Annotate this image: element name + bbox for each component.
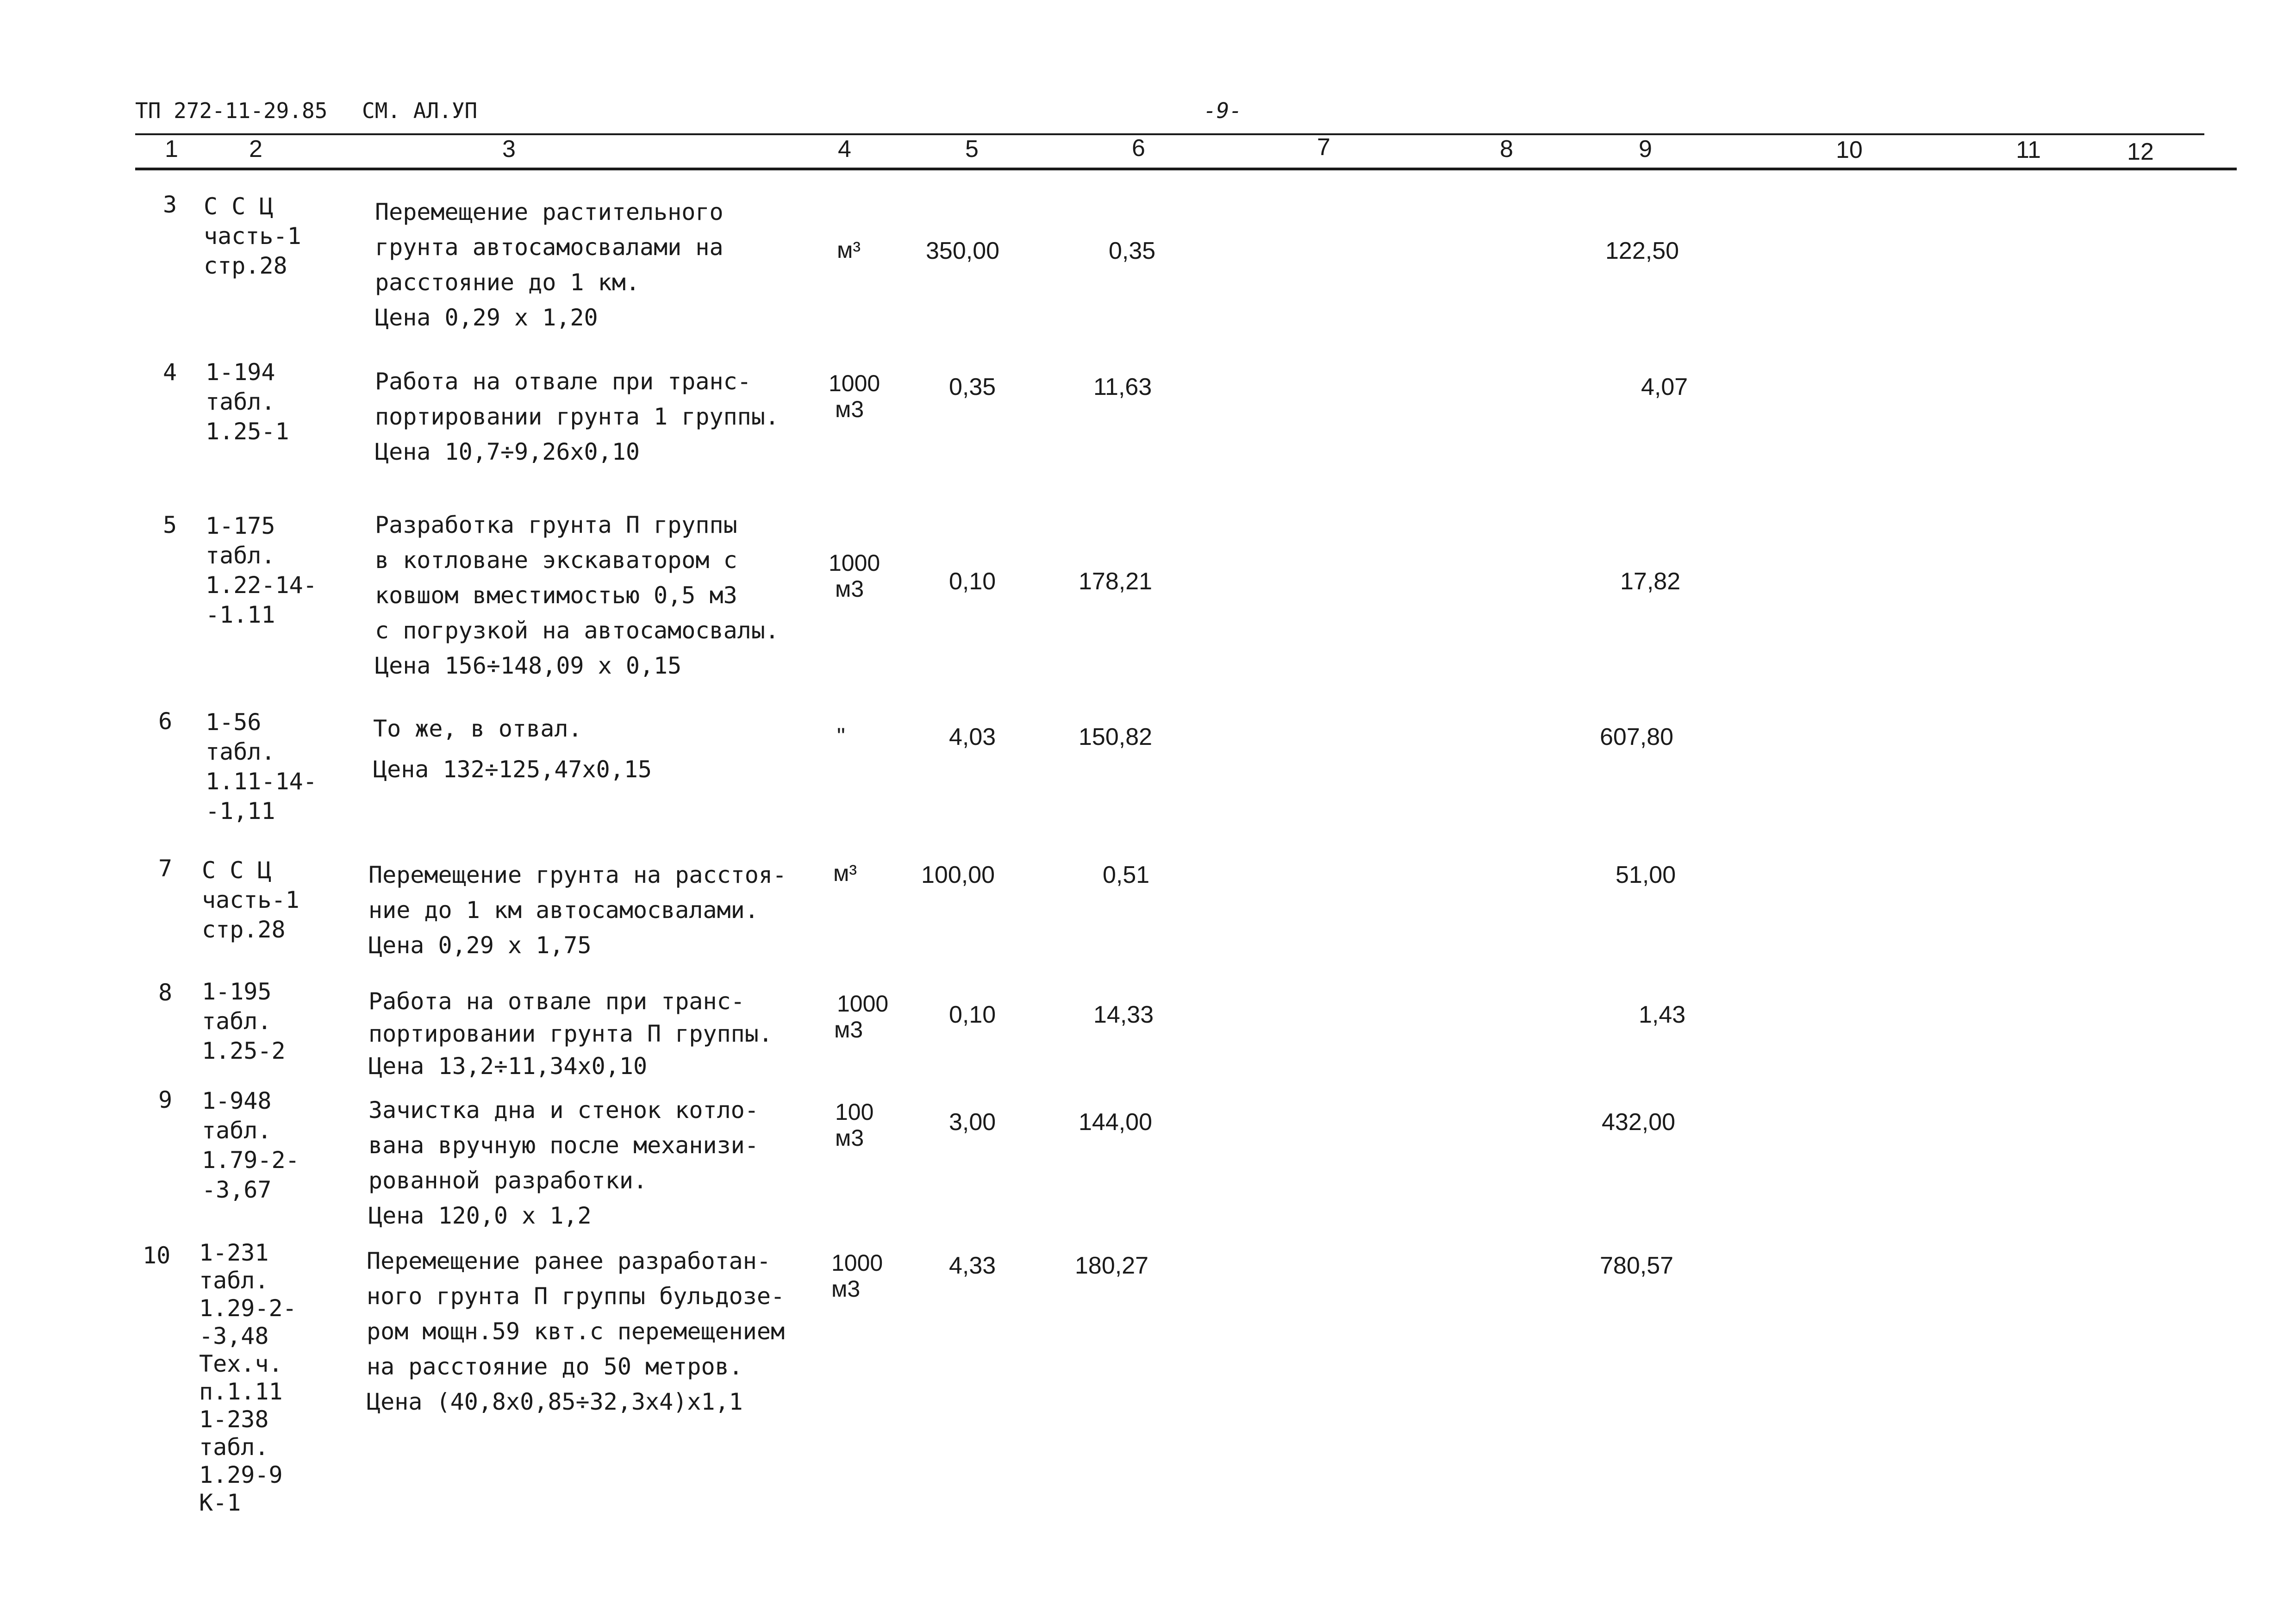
quantity: 4,03	[949, 724, 996, 750]
total-cost: 432,00	[1602, 1109, 1676, 1136]
total-cost: 1,43	[1639, 1001, 1686, 1028]
col-5: 5	[965, 136, 979, 162]
unit-of-measure: "	[837, 723, 845, 749]
page-number: -9-	[1204, 98, 1242, 123]
quantity: 4,33	[949, 1252, 996, 1279]
work-description: Разработка грунта П группы в котловане экскаватором с ковшом вместимостью 0,5 м3 с погрузкой на автосамосвалы. Цена 156÷148,09 х 0,15	[375, 512, 779, 679]
row-number: 5	[163, 512, 177, 538]
unit-price: 180,27	[1075, 1252, 1149, 1279]
total-cost: 607,80	[1600, 724, 1674, 750]
quantity: 0,10	[949, 568, 996, 595]
total-cost: 4,07	[1641, 374, 1688, 400]
reference-code: С С Ц часть-1 стр.28	[202, 857, 299, 943]
total-cost: 122,50	[1605, 237, 1679, 264]
unit-price: 0,35	[1109, 237, 1156, 264]
work-description: Перемещение ранее разработан- ного грунта П группы бульдозе- ром мощн.59 квт.с перемещением на расстояние до 50 метров. Цена (40,8х0,85÷32,3х4)х1,1	[367, 1248, 785, 1415]
col-4: 4	[838, 136, 851, 162]
quantity: 0,10	[949, 1001, 996, 1028]
work-description: То же, в отвал. Цена 132÷125,47х0,15	[373, 715, 652, 783]
unit-price: 14,33	[1093, 1001, 1154, 1028]
total-cost: 17,82	[1620, 568, 1681, 595]
col-9: 9	[1639, 136, 1652, 162]
quantity: 100,00	[921, 862, 995, 888]
unit-of-measure: 1000 м3	[831, 1250, 883, 1302]
quantity: 350,00	[926, 237, 1000, 264]
unit-price: 144,00	[1079, 1109, 1153, 1136]
reference-code: 1-948 табл. 1.79-2- -3,67	[202, 1087, 299, 1203]
quantity: 0,35	[949, 374, 996, 400]
unit-price: 0,51	[1103, 862, 1150, 888]
reference-code: 1-195 табл. 1.25-2	[202, 978, 286, 1064]
reference-code: С С Ц часть-1 стр.28	[204, 193, 301, 279]
row-number: 7	[158, 855, 173, 882]
reference-code: 1-194 табл. 1.25-1	[206, 359, 289, 445]
col-1: 1	[165, 136, 178, 162]
col-11: 11	[2016, 137, 2041, 163]
reference-code: 1-175 табл. 1.22-14- -1.11	[206, 512, 317, 628]
work-description: Работа на отвале при транс- портировании грунта 1 группы. Цена 10,7÷9,26х0,10	[375, 368, 779, 465]
unit-of-measure: м³	[837, 237, 861, 263]
col-7: 7	[1317, 134, 1330, 161]
reference-code: 1-231 табл. 1.29-2- -3,48 Тех.ч. п.1.11 1-238 табл. 1.29-9 К-1	[199, 1239, 297, 1516]
unit-price: 11,63	[1093, 374, 1152, 400]
col-12: 12	[2127, 138, 2154, 165]
work-description: Перемещение растительного грунта автосамосвалами на расстояние до 1 км. Цена 0,29 х 1,20	[375, 199, 724, 331]
total-cost: 51,00	[1616, 862, 1676, 888]
total-cost: 780,57	[1600, 1252, 1674, 1279]
work-description: Работа на отвале при транс- портировании грунта П группы. Цена 13,2÷11,34х0,10	[368, 988, 773, 1080]
quantity: 3,00	[949, 1109, 996, 1136]
document-code: ТП 272-11-29.85	[135, 98, 328, 123]
row-number: 8	[158, 979, 173, 1006]
col-8: 8	[1500, 136, 1513, 162]
header-top-rule	[135, 133, 2204, 135]
unit-price: 178,21	[1079, 568, 1153, 595]
row-number: 4	[163, 359, 177, 386]
col-3: 3	[502, 136, 516, 162]
col-10: 10	[1836, 137, 1863, 163]
unit-of-measure: 1000 м3	[829, 550, 880, 602]
work-description: Зачистка дна и стенок котло- вана вручную после механизи- рованной разработки. Цена 120,0 х 1,2	[368, 1097, 759, 1229]
unit-of-measure: 1000 м3	[829, 370, 880, 422]
row-number: 3	[163, 191, 177, 218]
header-bottom-rule	[135, 168, 2237, 170]
unit-price: 150,82	[1079, 724, 1153, 750]
album-reference: СМ. АЛ.УП	[362, 98, 478, 123]
work-description: Перемещение грунта на расстоя- ние до 1 км автосамосвалами. Цена 0,29 х 1,75	[368, 862, 787, 959]
unit-of-measure: м³	[833, 860, 857, 886]
col-2: 2	[249, 136, 262, 162]
row-number: 6	[158, 708, 173, 735]
row-number: 10	[143, 1242, 171, 1269]
unit-of-measure: 100 м3	[835, 1099, 874, 1151]
reference-code: 1-56 табл. 1.11-14- -1,11	[206, 709, 317, 824]
row-number: 9	[158, 1087, 173, 1113]
unit-of-measure: 1000 м3	[834, 991, 889, 1043]
col-6: 6	[1132, 135, 1145, 162]
